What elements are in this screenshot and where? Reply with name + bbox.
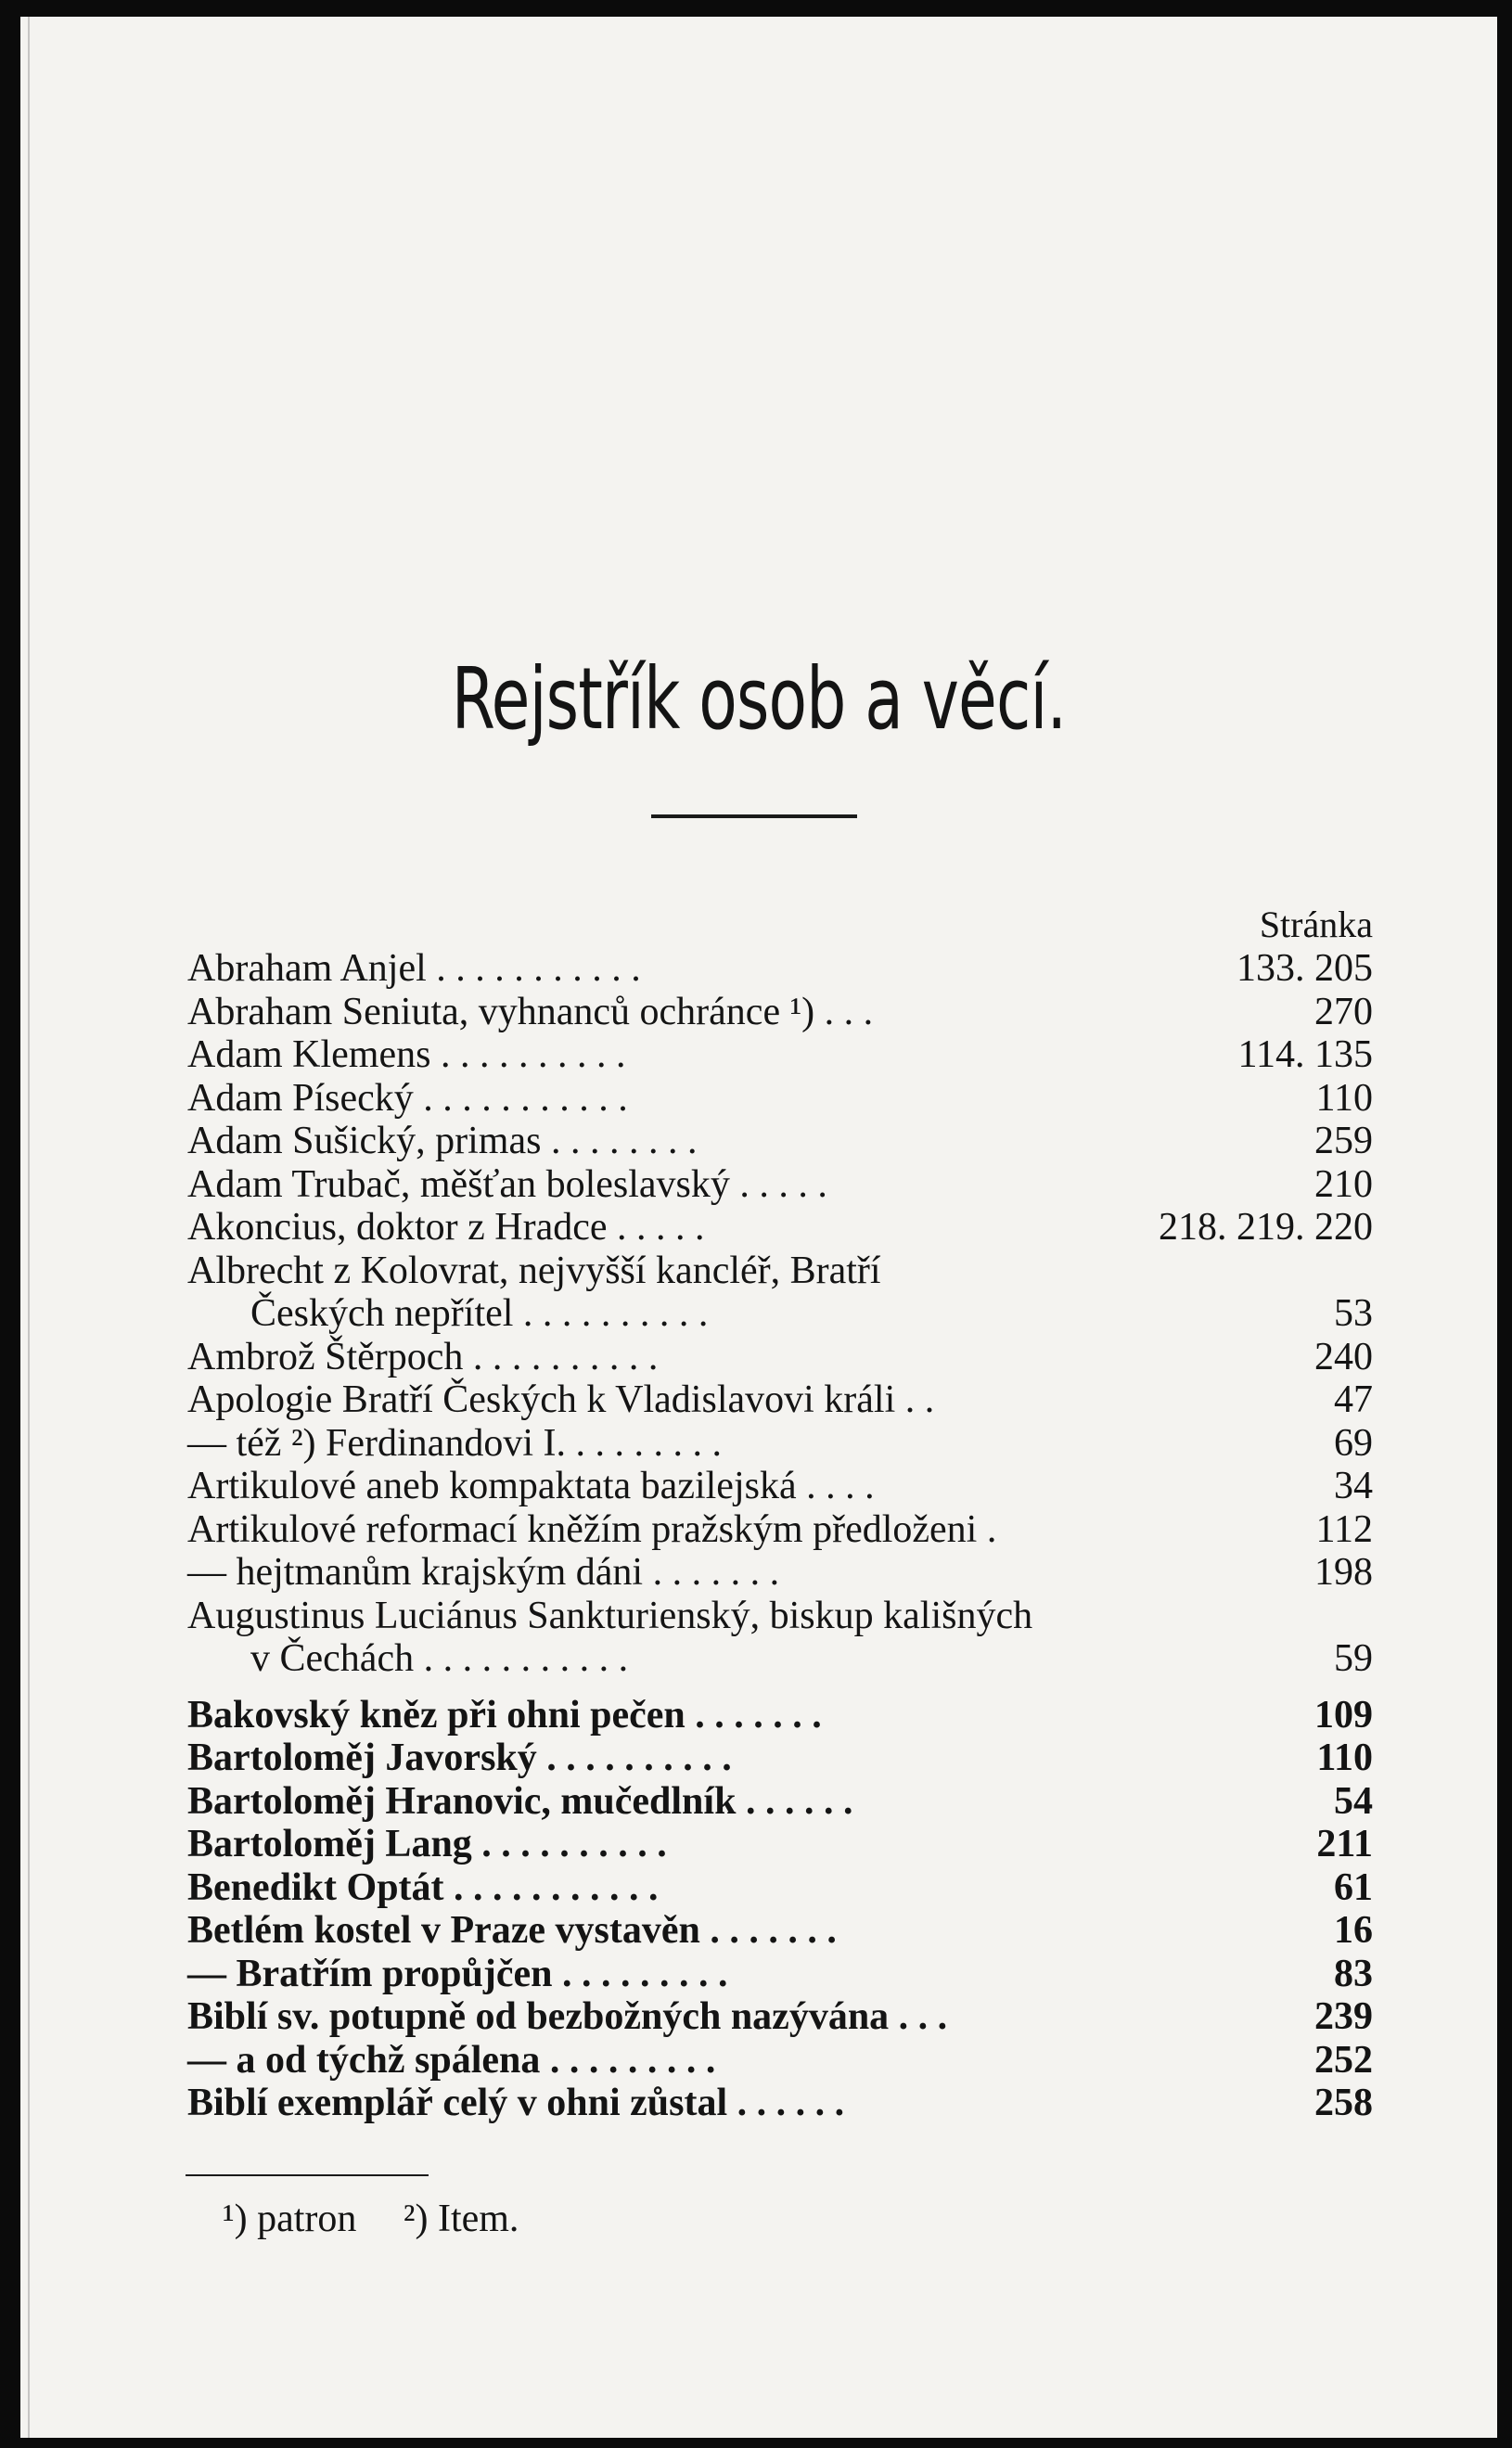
entry-page: 109 <box>1314 1693 1373 1737</box>
entry-page: 110 <box>1316 1737 1373 1779</box>
index-entry <box>167 1250 1373 1293</box>
entry-label: Abraham Anjel . . . . . . . . . . . <box>187 947 641 990</box>
entry-page: 239 <box>1314 1995 1373 2038</box>
entry-page: 259 <box>1314 1120 1373 1162</box>
index-entry <box>167 1780 1373 1824</box>
entry-page: 54 <box>1334 1779 1373 1823</box>
entry-page: 218. 219. 220 <box>1159 1206 1373 1249</box>
entry-page: 59 <box>1334 1637 1373 1680</box>
entry-label: Abraham Seniuta, vyhnanců ochránce ¹) . . . <box>187 990 874 1033</box>
entry-page: 69 <box>1334 1421 1373 1465</box>
index-entry <box>167 1163 1373 1207</box>
title-rule <box>651 814 857 818</box>
entry-page: 83 <box>1334 1952 1373 1995</box>
page-title: Rejstřík osob a věcí. <box>451 649 1067 749</box>
entry-label: Českých nepřítel . . . . . . . . . . <box>250 1292 709 1335</box>
entry-label: Ambrož Štěrpoch . . . . . . . . . . <box>187 1335 659 1378</box>
index-entry <box>167 1637 1373 1681</box>
entry-page: 210 <box>1314 1162 1373 1206</box>
entry-page: 270 <box>1314 990 1373 1033</box>
index-entry <box>167 1508 1373 1552</box>
entry-page: 198 <box>1314 1551 1373 1594</box>
index-entry <box>167 1823 1373 1866</box>
entry-page: 211 <box>1316 1823 1373 1865</box>
entry-label: Akoncius, doktor z Hradce . . . . . <box>187 1206 705 1249</box>
index-entry <box>167 1422 1373 1466</box>
entry-label: v Čechách . . . . . . . . . . . <box>250 1637 629 1680</box>
book-page <box>20 17 1497 2438</box>
index-entry <box>167 1694 1373 1737</box>
index-entry <box>167 1465 1373 1508</box>
entry-label: Artikulové aneb kompaktata bazilejská . . . . <box>187 1465 875 1507</box>
footnote-2: ²) Item. <box>403 2198 519 2240</box>
index-entry <box>167 1737 1373 1780</box>
entry-label: Adam Klemens . . . . . . . . . . <box>187 1033 626 1076</box>
entry-label: Artikulové reformací kněžím pražským předloženi . <box>187 1507 997 1551</box>
entry-label: Bartoloměj Lang . . . . . . . . . . <box>187 1823 667 1865</box>
index-entries <box>167 947 1373 2125</box>
entry-label: — a od týchž spálena . . . . . . . . . <box>187 2038 716 2082</box>
entry-label: Betlém kostel v Praze vystavěn . . . . . . . <box>187 1909 837 1952</box>
index-entry <box>167 1206 1373 1250</box>
entry-label: Adam Sušický, primas . . . . . . . . <box>187 1120 698 1162</box>
group-gap <box>167 1681 1373 1694</box>
entry-page: 110 <box>1315 1076 1373 1120</box>
index-entry <box>167 1866 1373 1910</box>
entry-label: — hejtmanům krajským dáni . . . . . . . <box>187 1551 780 1594</box>
entry-page: 16 <box>1334 1909 1373 1952</box>
entry-label: Adam Trubač, měšťan boleslavský . . . . . <box>187 1162 827 1206</box>
index-entry <box>167 1292 1373 1336</box>
index-entry <box>167 2082 1373 2125</box>
page-edge-mark <box>28 17 30 2438</box>
index-entry <box>167 1551 1373 1595</box>
entry-page: 61 <box>1334 1865 1373 1909</box>
index-entry <box>167 2039 1373 2083</box>
entry-page: 34 <box>1334 1465 1373 1507</box>
entry-page: 112 <box>1315 1507 1373 1551</box>
entry-page: 53 <box>1334 1292 1373 1335</box>
index-entry <box>167 1909 1373 1953</box>
entry-page: 133. 205 <box>1237 947 1373 990</box>
entry-label: Bakovský kněz při ohni pečen . . . . . . . <box>187 1693 822 1737</box>
entry-label: — též ²) Ferdinandovi I. . . . . . . . . <box>187 1421 722 1465</box>
footnotes <box>223 2197 556 2241</box>
entry-page: 114. 135 <box>1237 1033 1373 1076</box>
entry-label: Bartoloměj Javorský . . . . . . . . . . <box>187 1737 732 1779</box>
entry-label: Augustinus Luciánus Sankturienský, biskup kališných <box>187 1594 1033 1637</box>
entry-page: 47 <box>1334 1378 1373 1421</box>
entry-label: Albrecht z Kolovrat, nejvyšší kancléř, Bratří <box>187 1249 881 1292</box>
entry-label: Adam Písecký . . . . . . . . . . . <box>187 1076 628 1120</box>
entry-label: Benedikt Optát . . . . . . . . . . . <box>187 1865 659 1909</box>
index-entry <box>167 1995 1373 2039</box>
footnote-1: ¹) patron <box>223 2198 357 2240</box>
index-entry <box>167 1953 1373 1996</box>
footnote-rule <box>186 2174 429 2176</box>
index-entry <box>167 947 1373 991</box>
entry-label: Apologie Bratří Českých k Vladislavovi králi . . <box>187 1378 935 1421</box>
index-entry <box>167 1336 1373 1379</box>
entry-label: Bartoloměj Hranovic, mučedlník . . . . . . <box>187 1779 853 1823</box>
entry-page: 258 <box>1314 2082 1373 2124</box>
entry-page: 252 <box>1314 2038 1373 2082</box>
page-column-header: Stránka <box>1259 904 1373 945</box>
entry-label: Biblí sv. potupně od bezbožných nazývána . . . <box>187 1995 948 2038</box>
index-entry <box>167 1120 1373 1163</box>
entry-label: Biblí exemplář celý v ohni zůstal . . . . . . <box>187 2082 845 2124</box>
index-entry <box>167 1077 1373 1121</box>
index-entry <box>167 991 1373 1034</box>
entry-label: — Bratřím propůjčen . . . . . . . . . <box>187 1952 728 1995</box>
index-entry <box>167 1033 1373 1077</box>
entry-page: 240 <box>1314 1335 1373 1378</box>
index-entry <box>167 1378 1373 1422</box>
index-entry <box>167 1595 1373 1638</box>
